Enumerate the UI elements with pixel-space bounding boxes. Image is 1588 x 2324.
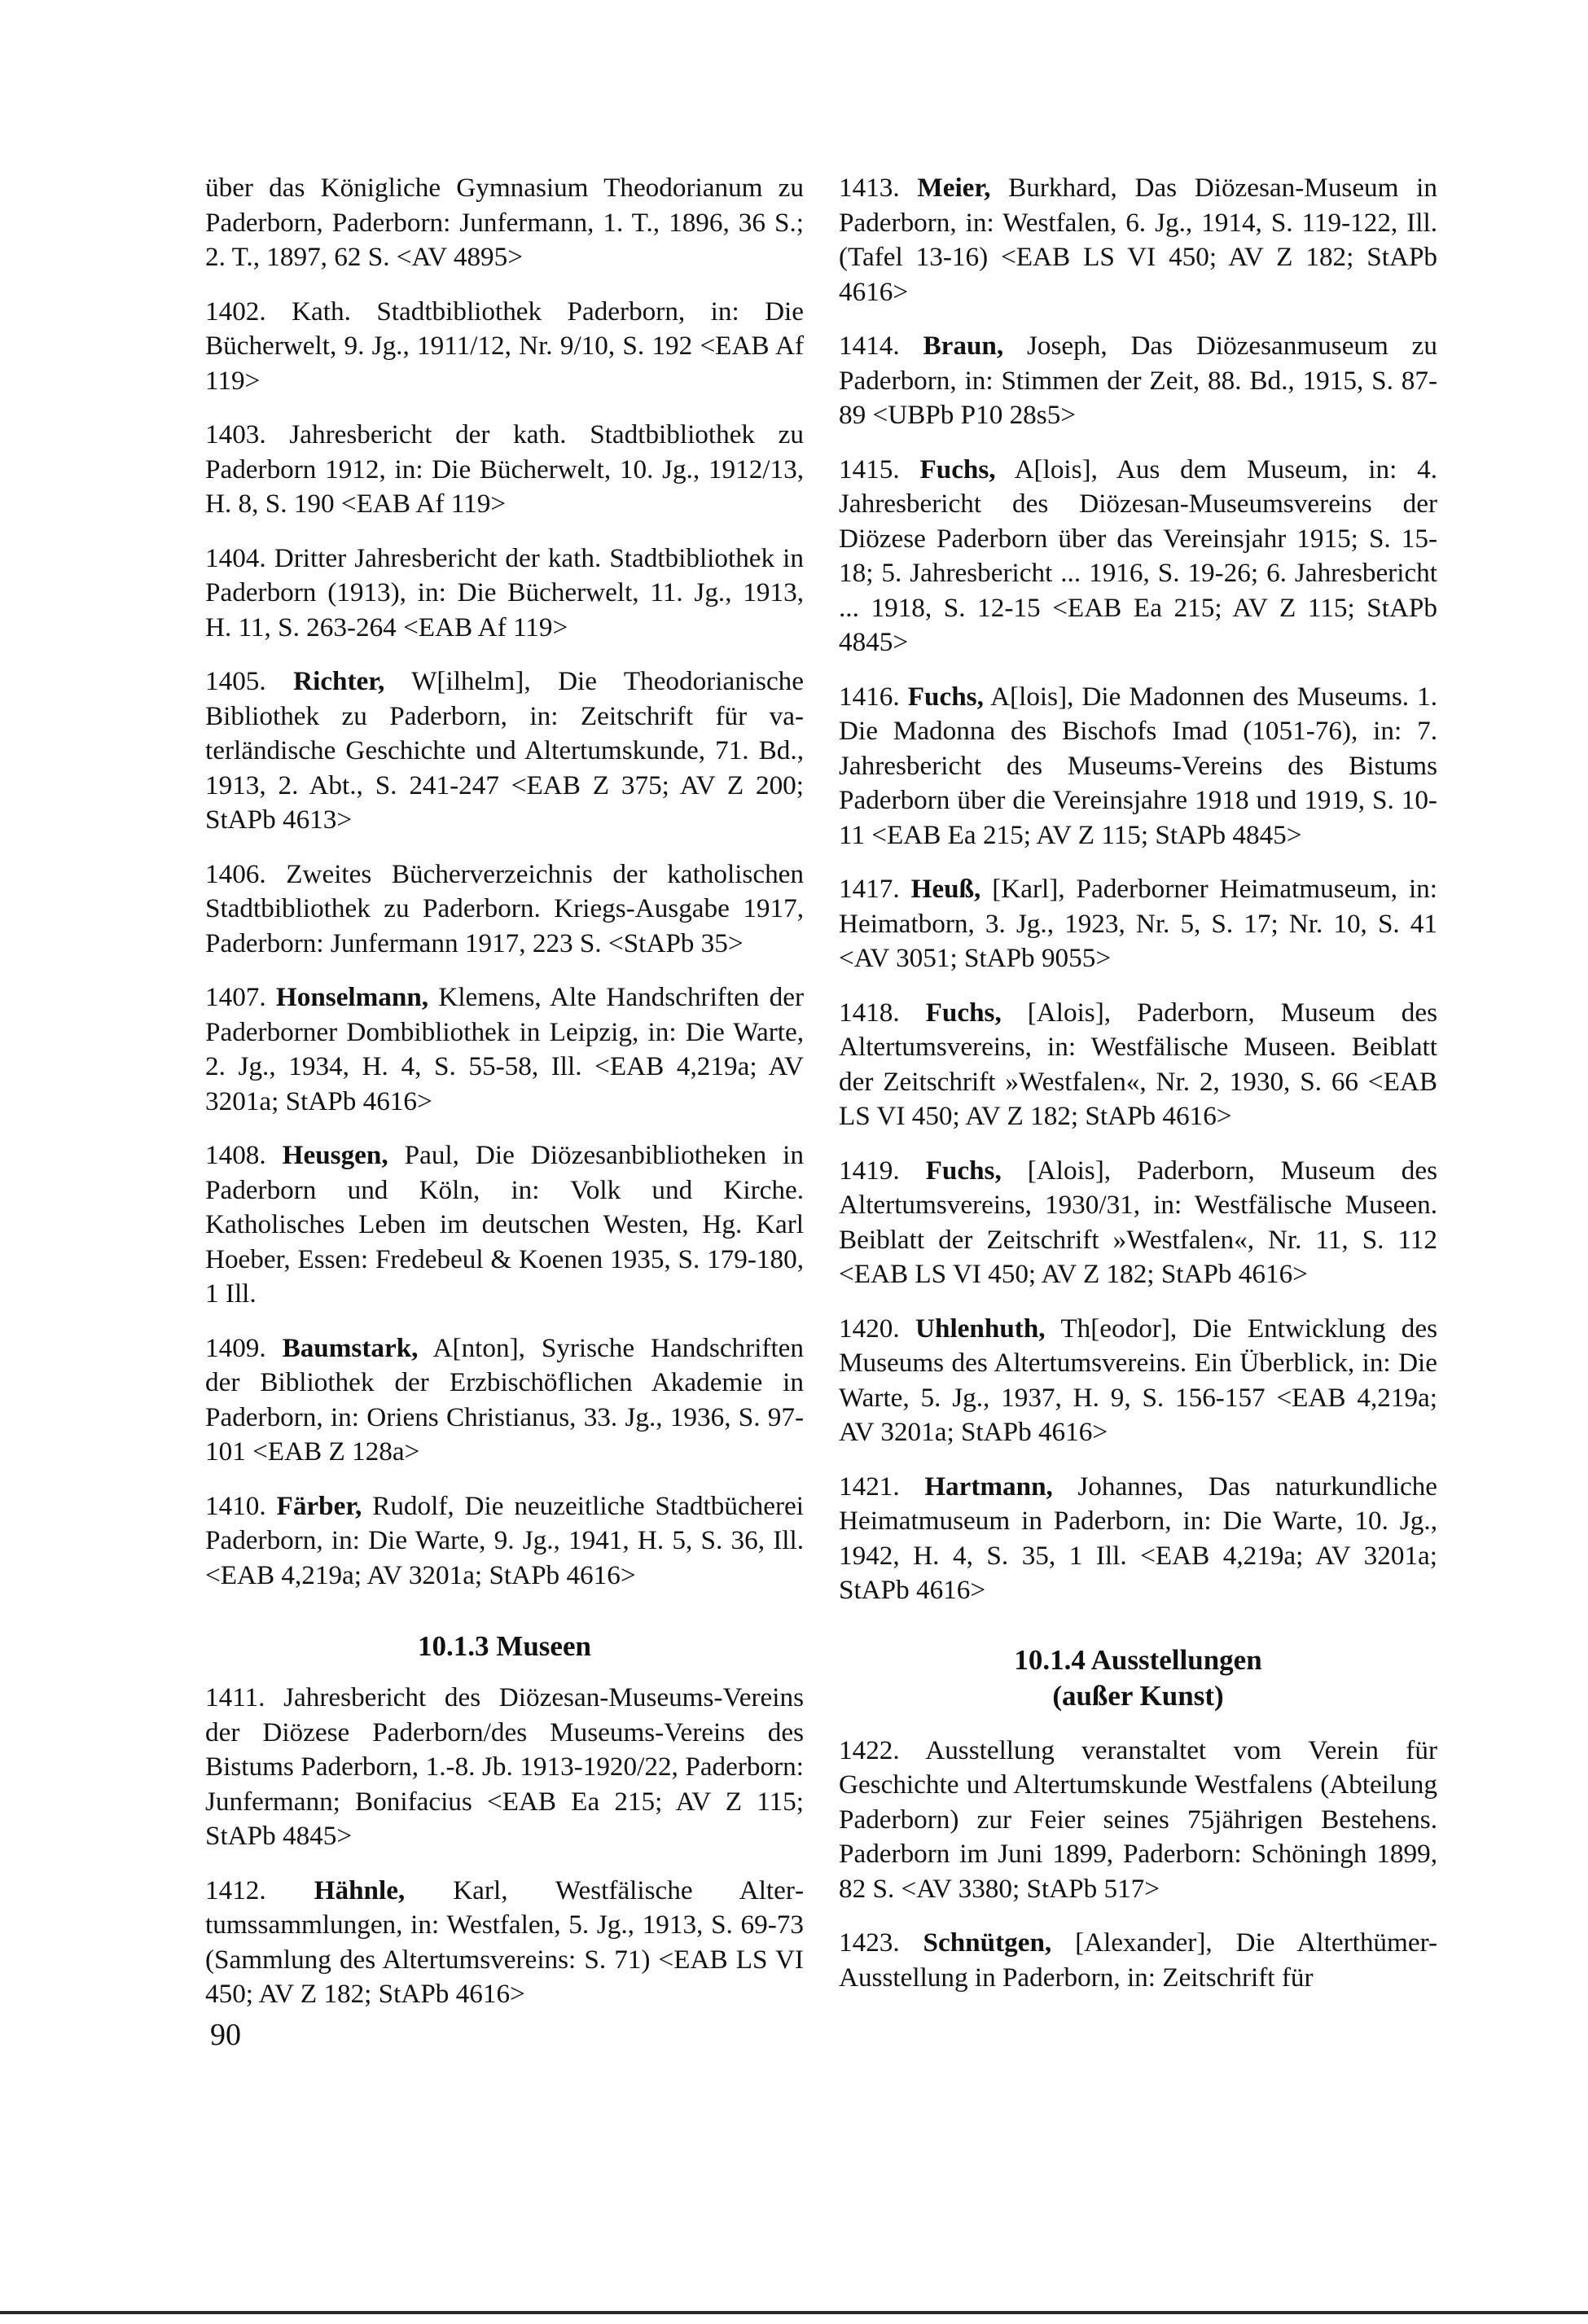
entry-text: Th[eodor], Die Entwicklung des Museums des Altertumsvereins. Ein Überblick, in: Die Warte, 5. Jg., 1937, H. 9, S. 156-157 <EAB 4,219a; AV 3201a; StAPb 4616> xyxy=(839,1313,1438,1447)
entry-text: Rudolf, Die neuzeitliche Stadtbücherei Paderborn, in: Die Warte, 9. Jg., 1941, H. 5, S. 36, Ill. <EAB 4,219a; AV 3201a; StAPb 4616> xyxy=(205,1490,804,1590)
entry-author: Schnütgen, xyxy=(923,1927,1052,1958)
bibliography-entry xyxy=(205,980,804,1119)
entry-author: Braun, xyxy=(923,331,1004,361)
section-heading-ausser-kunst: (außer Kunst) xyxy=(1052,1679,1224,1712)
entry-text: Karl, Westfälische Altertumssammlungen, in: Westfalen, 5. Jg., 1913, S. 69-73 (Sammlung des Altertumsvereins: S. 71) <EAB LS VI 450; AV Z 182; StAPb 4616> xyxy=(205,1875,804,2009)
entry-author: Meier, xyxy=(917,173,991,203)
bottom-rule xyxy=(0,2311,1588,2314)
entry-number: 1421. xyxy=(839,1471,900,1502)
entry-number: 1415. xyxy=(839,454,900,485)
bibliography-entry xyxy=(205,542,804,646)
entry-number: 1419. xyxy=(839,1155,900,1186)
entry-text: [Karl], Paderborner Heimatmuseum, in: Heimatborn, 3. Jg., 1923, Nr. 5, S. 17; Nr. 10, S. 41 <AV 3051; StAPb 9055> xyxy=(839,874,1437,973)
entry-text: über das Königliche Gymnasium Theodorianum zu Paderborn, Paderborn: Junfermann, 1. T., 1896, 36 S.; 2. T., 1897, 62 S. <AV 4895> xyxy=(205,173,804,272)
bibliography-entry xyxy=(839,1926,1437,1995)
entry-author: Honselmann, xyxy=(275,982,429,1012)
bibliography-entry xyxy=(205,1138,804,1312)
bibliography-entry xyxy=(205,1489,804,1594)
entry-number: 1420. xyxy=(839,1313,900,1344)
entry-number: 1409. xyxy=(205,1332,266,1363)
entry-author: Uhlenhuth, xyxy=(915,1313,1046,1344)
bibliography-entry xyxy=(205,295,804,399)
entry-number: 1404. xyxy=(205,542,266,573)
bibliography-entry xyxy=(839,453,1437,660)
right-column xyxy=(839,171,1437,2015)
entry-number: 1411. xyxy=(205,1682,265,1712)
entry-text: Burkhard, Das Diözesan-Museum in Paderborn, in: Westfalen, 6. Jg., 1914, S. 119-122, Ill. (Tafel 13-16) <EAB LS VI 450; AV Z 182; StAPb 4616> xyxy=(839,173,1437,307)
entry-author: Färber, xyxy=(276,1490,362,1521)
bibliography-entry xyxy=(205,664,804,838)
left-column xyxy=(205,171,804,2032)
entry-text: Kath. Stadtbibliothek Paderborn, in: Die Bücherwelt, 9. Jg., 1911/12, Nr. 9/10, S. 192 <EAB Af 119> xyxy=(205,296,805,396)
bibliography-entry xyxy=(839,1734,1437,1907)
right-entries-top xyxy=(839,171,1437,1608)
entry-number: 1402. xyxy=(205,296,266,327)
entry-number: 1412. xyxy=(205,1875,266,1905)
entry-text: A[lois], Die Madonnen des Museums. 1. Die Madonna des Bischofs Imad (1051-76), in: 7. Jahresbericht des Museums-Vereins des Bistums Paderborn über die Vereinsjahre 1918 und 1919, S. 10-11 <EAB Ea 215; AV Z 115; StAPb 4845> xyxy=(839,681,1438,850)
entry-number: 1403. xyxy=(205,419,266,449)
entry-text: A[lois], Aus dem Museum, in: 4. Jahresbericht des Diözesan-Museumsvereins der Diözese Paderborn über das Vereinsjahr 1915; S. 15-18; 5. Jahresbericht ... 1916, S. 19-26; 6. Jahresbericht ... 1918, S. 12-15 <EAB Ea 215; AV Z 115; StAPb 4845> xyxy=(839,454,1438,657)
entry-text: Klemens, Alte Handschriften der Paderborner Dombibliothek in Leipzig, in: Die Warte, 2. Jg., 1934, H. 4, S. 55-58, Ill. <EAB 4,219a; AV 3201a; StAPb 4616> xyxy=(205,982,805,1116)
entry-number: 1422. xyxy=(839,1734,900,1765)
bibliography-entry xyxy=(205,1681,804,1854)
entry-text: Zweites Bücherverzeichnis der katholischen Stadtbibliothek zu Paderborn. Kriegs-Ausgabe 1917, Paderborn: Junfermann 1917, 223 S. <StAPb 35> xyxy=(205,858,804,958)
entry-author: Richter, xyxy=(293,666,385,696)
entry-number: 1405. xyxy=(205,666,266,696)
entry-number: 1417. xyxy=(839,874,900,904)
entry-text: Johannes, Das naturkundliche Heimatmuseum in Paderborn, in: Die Warte, 10. Jg., 1942, H. 4, S. 35, 1 Ill. <EAB 4,219a; AV 3201a; StAPb 4616> xyxy=(839,1471,1438,1605)
left-entries-bottom xyxy=(205,1681,804,2012)
entry-number: 1413. xyxy=(839,173,900,203)
entry-number: 1407. xyxy=(205,982,266,1012)
bibliography-entry xyxy=(205,1874,804,2012)
entry-text: [Alexander], Die Alterthümer-Ausstellung in Paderborn, in: Zeitschrift für xyxy=(839,1927,1438,1993)
bibliography-entry xyxy=(839,1312,1437,1450)
entry-number: 1416. xyxy=(839,681,900,712)
bibliography-entry xyxy=(839,996,1437,1134)
entry-author: Hähnle, xyxy=(314,1875,406,1905)
entry-text: Joseph, Das Diözesanmuseum zu Paderborn, in: Stimmen der Zeit, 88. Bd., 1915, S. 87-89 <UBPb P10 28s5> xyxy=(839,331,1437,430)
entry-author: Fuchs, xyxy=(907,681,984,712)
entry-text: W[ilhelm], Die Theodorianische Bibliothek zu Paderborn, in: Zeitschrift für vaterländische Geschichte und Altertumskunde, 71. Bd., 1913, 2. Abt., S. 241-247 <EAB Z 375; AV Z 200; StAPb 4613> xyxy=(205,666,804,835)
entry-text: Ausstellung veranstaltet vom Verein für Geschichte und Altertumskunde Westfalens (Abteilung Paderborn) zur Feier seines 75jährigen Bestehens. Paderborn im Juni 1899, Paderborn: Schöningh 1899, 82 S. <AV 3380; StAPb 517> xyxy=(839,1734,1438,1904)
bibliography-entry xyxy=(205,1331,804,1470)
entry-number: 1410. xyxy=(205,1490,266,1521)
left-entries-top xyxy=(205,171,804,1593)
entry-author: Baumstark, xyxy=(282,1332,419,1363)
bibliography-entry xyxy=(205,171,804,275)
entry-author: Fuchs, xyxy=(919,454,996,485)
bibliography-entry xyxy=(205,857,804,962)
entry-number: 1418. xyxy=(839,997,900,1028)
entry-number: 1408. xyxy=(205,1140,266,1170)
right-entries-bottom xyxy=(839,1734,1437,1996)
entry-number: 1406. xyxy=(205,858,266,889)
entry-author: Heuß, xyxy=(910,874,981,904)
bibliography-entry xyxy=(839,872,1437,976)
bibliography-entry xyxy=(839,329,1437,433)
bibliography-entry xyxy=(839,1154,1437,1292)
entry-author: Hartmann, xyxy=(924,1471,1053,1502)
section-heading-ausstellungen: 10.1.4 Ausstellungen xyxy=(1014,1643,1262,1676)
entry-text: Jahresbericht der kath. Stadtbibliothek zu Paderborn 1912, in: Die Bücherwelt, 10. Jg., 1912/13, H. 8, S. 190 <EAB Af 119> xyxy=(205,419,805,519)
entry-text: [Alois], Paderborn, Museum des Altertumsvereins, in: Westfälische Museen. Beiblatt der Zeitschrift »Westfalen«, Nr. 2, 1930, S. 66 <EAB LS VI 450; AV Z 182; StAPb 4616> xyxy=(839,997,1438,1131)
entry-text: Dritter Jahresbericht der kath. Stadtbibliothek in Paderborn (1913), in: Die Bücherwelt, 11. Jg., 1913, H. 11, S. 263-264 <EAB Af 119> xyxy=(205,542,805,642)
entry-text: [Alois], Paderborn, Museum des Altertumsvereins, 1930/31, in: Westfälische Museen. Beiblatt der Zeitschrift »Westfalen«, Nr. 11, S. 112 <EAB LS VI 450; AV Z 182; StAPb 4616> xyxy=(839,1155,1438,1289)
bibliography-entry xyxy=(839,1470,1437,1608)
entry-author: Heusgen, xyxy=(282,1140,388,1170)
entry-author: Fuchs, xyxy=(925,1155,1002,1186)
section-heading-museen: 10.1.3 Museen xyxy=(418,1630,591,1662)
bibliography-entry xyxy=(839,680,1437,853)
bibliography-entry xyxy=(205,418,804,522)
entry-number: 1423. xyxy=(839,1927,900,1958)
page-number: 90 xyxy=(210,2018,241,2052)
entry-text: A[nton], Syrische Handschriften der Bibliothek der Erzbischöflichen Akademie in Paderborn, in: Oriens Christianus, 33. Jg., 1936, S. 97-101 <EAB Z 128a> xyxy=(205,1332,805,1467)
entry-author: Fuchs, xyxy=(925,997,1002,1028)
entry-text: Jahresbericht des Diözesan-Museums-Vereins der Diözese Paderborn/des Museums-Vereins des Bistums Paderborn, 1.-8. Jb. 1913-1920/22, Paderborn: Junfermann; Bonifacius <EAB Ea 215; AV Z 115; StAPb 4845> xyxy=(205,1682,804,1851)
bibliography-entry xyxy=(839,171,1437,309)
entry-text: Paul, Die Diözesanbibliotheken in Paderborn und Köln, in: Volk und Kirche. Katholisches Leben im deutschen Westen, Hg. Karl Hoeber, Essen: Fredebeul & Koenen 1935, S. 179-180, 1 Ill. xyxy=(205,1140,805,1309)
entry-number: 1414. xyxy=(839,331,900,361)
